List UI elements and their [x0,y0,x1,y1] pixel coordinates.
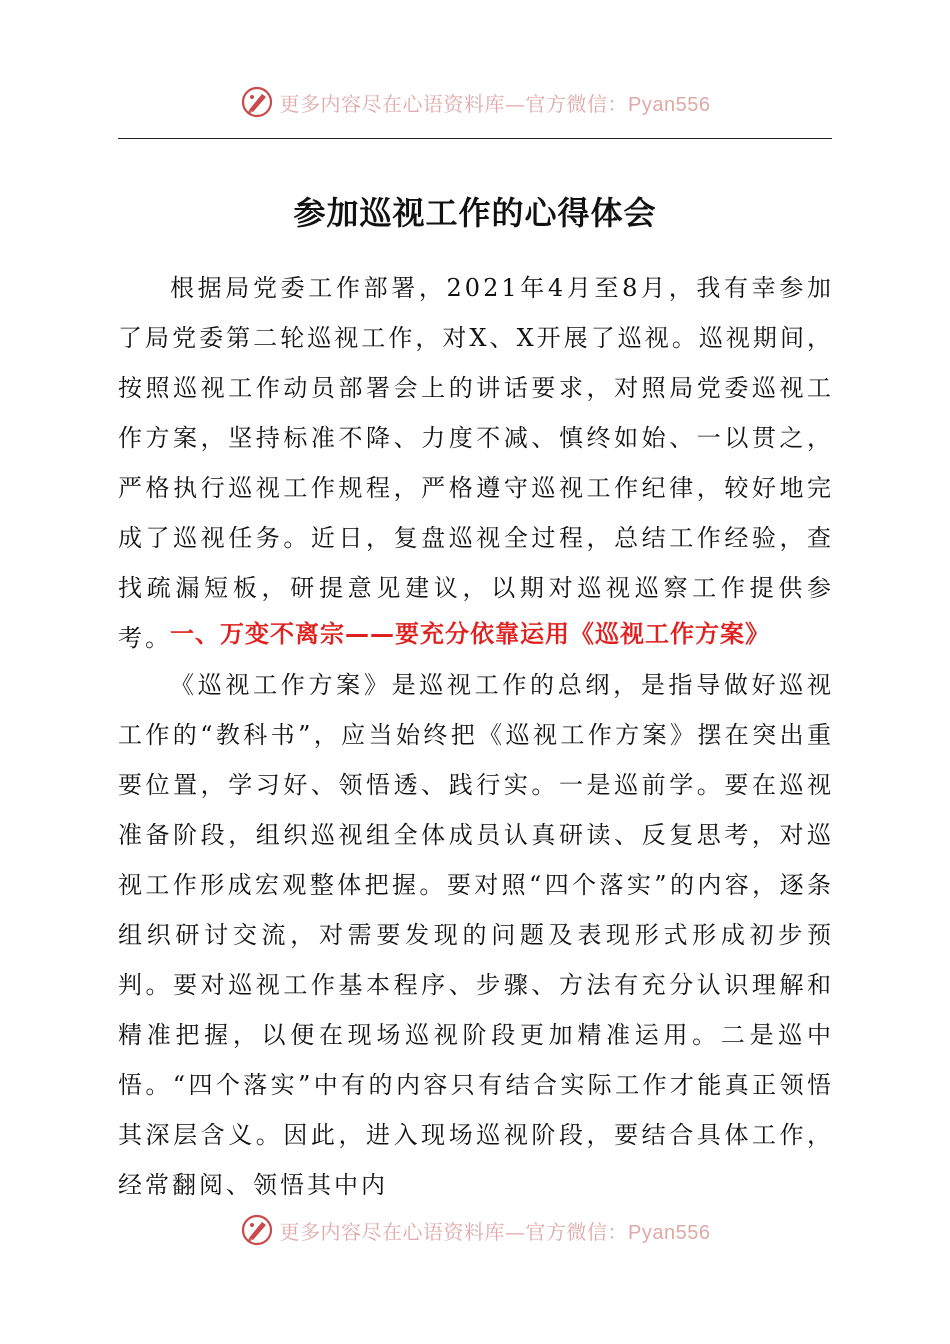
pen-logo-icon [240,1213,274,1247]
section-heading-1: 一、万变不离宗——要充分依靠运用《巡视工作方案》 [170,620,770,648]
watermark-text: 更多内容尽在心语资料库—官方微信：Pyan556 [279,91,711,116]
header-watermark [0,82,950,122]
watermark-text: 更多内容尽在心语资料库—官方微信：Pyan556 [279,1219,711,1244]
paragraph-section-1: 《巡视工作方案》是巡视工作的总纲，是指导做好巡视工作的“教科书”，应当始终把《巡视工作方案》摆在突出重要位置，学习好、领悟透、践行实。一是巡前学。要在巡视准备阶段，组织巡视组全体成员认真研读、反复思考，对巡视工作形成宏观整体把握。要对照“四个落实”的内容，逐条组织研讨交流，对需要发现的问题及表现形式形成初步预判。要对巡视工作基本程序、步骤、方法有充分认识理解和精准把握，以便在现场巡视阶段更加精准运用。二是巡中悟。“四个落实”中有的内容只有结合实际工作才能真正领悟其深层含义。因此，进入现场巡视阶段，要结合具体工作，经常翻阅、领悟其中内 [118,671,834,1199]
header-divider [118,138,832,139]
document-title: 参加巡视工作的心得体会 [293,194,657,232]
watermark-wechat-id: Pyan556 [628,1221,711,1244]
pen-logo-icon [240,85,274,119]
watermark-wechat-id: Pyan556 [628,93,711,116]
footer-watermark [0,1210,950,1250]
paragraph-intro: 根据局党委工作部署，2021年4月至8月，我有幸参加了局党委第二轮巡视工作，对X、X开展了巡视。巡视期间，按照巡视工作动员部署会上的讲话要求，对照局党委巡视工作方案，坚持标准不降、力度不减、慎终如始、一以贯之，严格执行巡视工作规程，严格遵守巡视工作纪律，较好地完成了巡视任务。近日，复盘巡视全过程，总结工作经验，查找疏漏短板，研提意见建议，以期对巡视巡察工作提供参考。 [118,274,834,652]
